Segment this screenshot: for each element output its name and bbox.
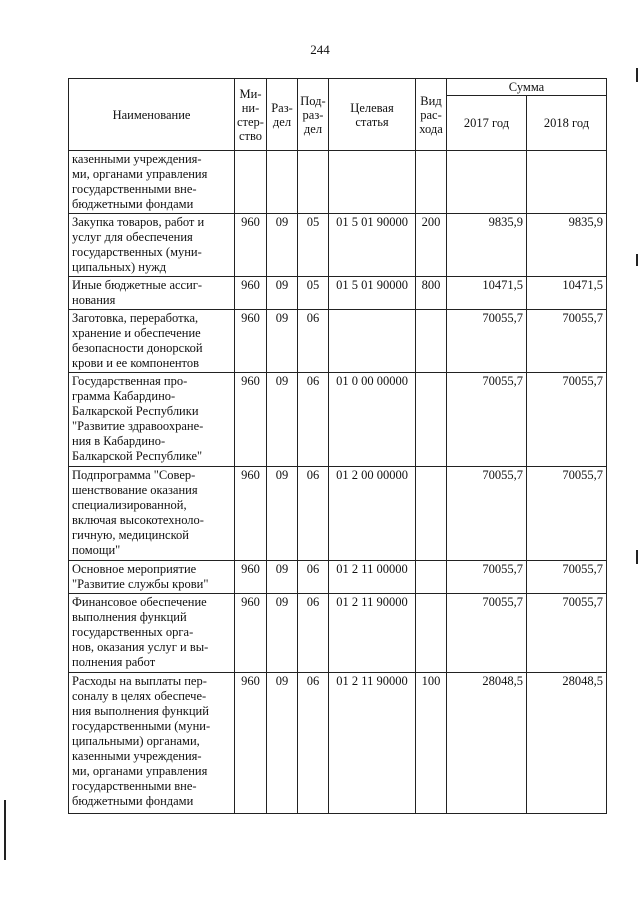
- row-target: [329, 151, 416, 214]
- row-sum-2017: [447, 151, 527, 214]
- table-row: [69, 151, 607, 214]
- row-section: [267, 151, 298, 214]
- row-sum-2018: [527, 151, 607, 214]
- page-number: 244: [310, 42, 330, 57]
- row-name: Основное мероприятие "Развитие службы крови": [69, 561, 235, 594]
- col-header-2018: 2018 год: [527, 96, 607, 151]
- row-target: [329, 310, 416, 373]
- row-ministry: 960: [235, 214, 267, 277]
- row-subsection: 05: [298, 214, 329, 277]
- col-header-2017: 2017 год: [447, 96, 527, 151]
- budget-table: [68, 78, 607, 814]
- row-expense-type: 200: [416, 214, 447, 277]
- row-ministry: [235, 151, 267, 214]
- row-target: 01 2 11 90000: [329, 673, 416, 814]
- row-ministry: 960: [235, 467, 267, 561]
- row-sum-2017: 70055,7: [447, 310, 527, 373]
- row-target: 01 5 01 90000: [329, 277, 416, 310]
- row-sum-2017: 70055,7: [447, 561, 527, 594]
- row-ministry: 960: [235, 673, 267, 814]
- row-sum-2018: 70055,7: [527, 561, 607, 594]
- row-sum-2017: 70055,7: [447, 594, 527, 673]
- header-row: [69, 79, 607, 96]
- col-header-name: Наименование: [69, 79, 235, 151]
- row-ministry: 960: [235, 373, 267, 467]
- row-target: 01 2 00 00000: [329, 467, 416, 561]
- col-header-section: Раз- дел: [267, 79, 298, 151]
- table-row: [69, 310, 607, 373]
- scan-mark: [636, 254, 638, 266]
- row-section: 09: [267, 594, 298, 673]
- row-target: 01 0 00 00000: [329, 373, 416, 467]
- row-name: Иные бюджетные ассиг- нования: [69, 277, 235, 310]
- row-subsection: 06: [298, 373, 329, 467]
- row-sum-2018: 28048,5: [527, 673, 607, 814]
- table-row: [69, 594, 607, 673]
- row-subsection: 06: [298, 594, 329, 673]
- table-row: [69, 277, 607, 310]
- row-sum-2017: 10471,5: [447, 277, 527, 310]
- row-name: Государственная про- грамма Кабардино- Балкарской Республики "Развитие здравоохране- ния в Кабардино- Балкарской Республике": [69, 373, 235, 467]
- row-ministry: 960: [235, 594, 267, 673]
- row-expense-type: 100: [416, 673, 447, 814]
- row-sum-2017: 70055,7: [447, 467, 527, 561]
- row-name: Заготовка, переработка, хранение и обеспечение безопасности донорской крови и ее компонентов: [69, 310, 235, 373]
- row-sum-2018: 70055,7: [527, 594, 607, 673]
- row-ministry: 960: [235, 561, 267, 594]
- row-subsection: 06: [298, 561, 329, 594]
- row-section: 09: [267, 673, 298, 814]
- row-name: Финансовое обеспечение выполнения функций государственных орга- нов, оказания услуг и вы- полнения работ: [69, 594, 235, 673]
- col-header-ministry: Ми- ни- стер- ство: [235, 79, 267, 151]
- row-expense-type: [416, 467, 447, 561]
- row-expense-type: [416, 561, 447, 594]
- row-target: 01 5 01 90000: [329, 214, 416, 277]
- row-expense-type: [416, 151, 447, 214]
- row-section: 09: [267, 561, 298, 594]
- scan-mark: [636, 68, 638, 82]
- row-section: 09: [267, 373, 298, 467]
- row-subsection: [298, 151, 329, 214]
- scan-mark: [636, 550, 638, 564]
- row-expense-type: 800: [416, 277, 447, 310]
- row-ministry: 960: [235, 310, 267, 373]
- row-expense-type: [416, 373, 447, 467]
- row-sum-2018: 70055,7: [527, 310, 607, 373]
- col-header-target: Целевая статья: [329, 79, 416, 151]
- col-header-expense-type: Вид рас- хода: [416, 79, 447, 151]
- table-row: [69, 373, 607, 467]
- row-sum-2018: 70055,7: [527, 373, 607, 467]
- scan-mark: [4, 800, 6, 860]
- row-name: Расходы на выплаты пер- соналу в целях обеспече- ния выполнения функций государственными (муни- ципальными) органами, казенными учреждения- ми, органами управления государственными вне- бюджетными фондами: [69, 673, 235, 814]
- row-target: 01 2 11 00000: [329, 561, 416, 594]
- table-row: [69, 467, 607, 561]
- row-sum-2018: 70055,7: [527, 467, 607, 561]
- row-subsection: 06: [298, 310, 329, 373]
- col-header-subsection: Под- раз- дел: [298, 79, 329, 151]
- row-sum-2017: 70055,7: [447, 373, 527, 467]
- row-expense-type: [416, 310, 447, 373]
- row-sum-2017: 9835,9: [447, 214, 527, 277]
- row-section: 09: [267, 310, 298, 373]
- row-subsection: 06: [298, 673, 329, 814]
- row-section: 09: [267, 467, 298, 561]
- row-section: 09: [267, 277, 298, 310]
- col-header-sum: Сумма: [447, 79, 607, 96]
- row-ministry: 960: [235, 277, 267, 310]
- row-sum-2018: 9835,9: [527, 214, 607, 277]
- table-row: [69, 214, 607, 277]
- row-name: Подпрограмма "Совер- шенствование оказания специализированной, включая высокотехноло- гичную, медицинской помощи": [69, 467, 235, 561]
- row-name: Закупка товаров, работ и услуг для обеспечения государственных (муни- ципальных) нужд: [69, 214, 235, 277]
- row-subsection: 06: [298, 467, 329, 561]
- row-subsection: 05: [298, 277, 329, 310]
- table-row: [69, 561, 607, 594]
- row-name: казенными учреждения- ми, органами управления государственными вне- бюджетными фондами: [69, 151, 235, 214]
- row-expense-type: [416, 594, 447, 673]
- row-section: 09: [267, 214, 298, 277]
- row-target: 01 2 11 90000: [329, 594, 416, 673]
- row-sum-2017: 28048,5: [447, 673, 527, 814]
- row-sum-2018: 10471,5: [527, 277, 607, 310]
- table-row: [69, 673, 607, 814]
